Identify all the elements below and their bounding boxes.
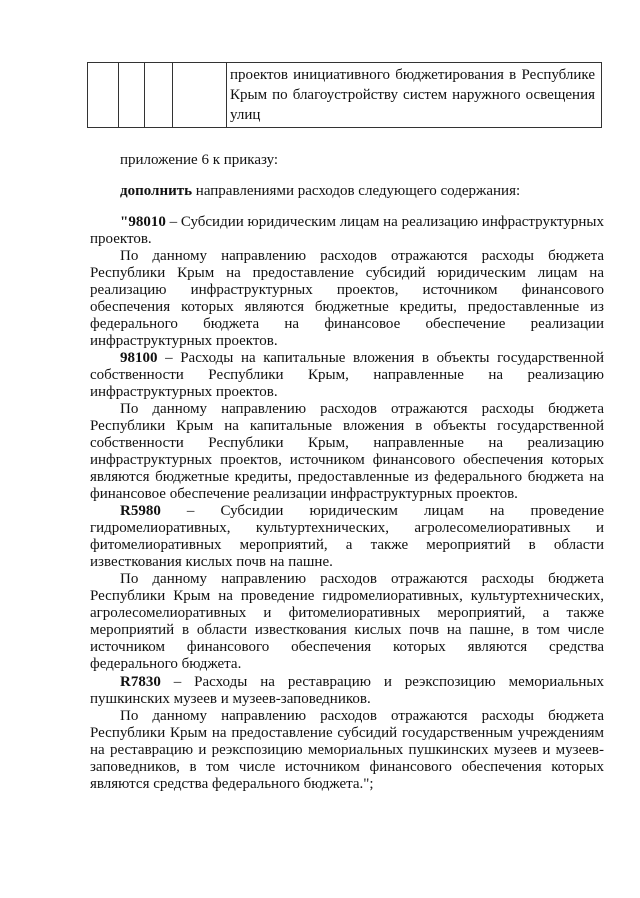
table-cell-text bbox=[230, 65, 595, 125]
line-text: известкования кислых почв на пашне. bbox=[90, 554, 333, 570]
line-text: на реставрацию и реэкспозицию мемориальных пушкинских музеев и музеев- bbox=[90, 742, 604, 758]
body-line bbox=[90, 384, 604, 401]
body-line bbox=[90, 265, 604, 282]
table-cell-line: Крым по благоустройству систем наружного освещения bbox=[230, 87, 595, 103]
expense-code: 98100 bbox=[120, 350, 158, 366]
line-text: федерального бюджета на финансовое обеспечение реализации bbox=[90, 316, 604, 332]
body-line bbox=[90, 316, 604, 333]
line-text: проектов. bbox=[90, 231, 152, 247]
body-line bbox=[90, 333, 604, 350]
line-text: агролесомелиоративных и фитомелиоративных мероприятий, а также bbox=[90, 605, 604, 621]
line-text: инфраструктурных проектов. bbox=[90, 333, 278, 349]
body-line bbox=[90, 776, 604, 793]
line-text: заповедников, в том числе источником финансового обеспечения которых bbox=[90, 759, 604, 775]
line-text: являются бюджетные кредиты, предоставленные из федерального бюджета на bbox=[90, 469, 604, 485]
appendix-line: приложение 6 к приказу: bbox=[120, 152, 279, 168]
table-column bbox=[88, 63, 119, 127]
line-text: федерального бюджета. bbox=[90, 656, 242, 672]
line-text: мероприятий в области известкования кислых почв на пашне, в том числе bbox=[90, 622, 604, 638]
line-text: обеспечения которых являются бюджетные кредиты, предоставленные из bbox=[90, 299, 604, 315]
body-line bbox=[90, 537, 604, 554]
body-line bbox=[90, 605, 604, 622]
body-line bbox=[90, 282, 604, 299]
line-text: пушкинских музеев и музеев-заповедников. bbox=[90, 691, 371, 707]
body-line bbox=[120, 248, 604, 265]
body-line bbox=[90, 486, 604, 503]
body-line bbox=[90, 742, 604, 759]
body-line bbox=[120, 571, 604, 588]
line-text: Республики Крым на предоставление субсидий юридическим лицам на bbox=[90, 265, 604, 281]
line-text: – Расходы на капитальные вложения в объекты государственной bbox=[157, 350, 604, 366]
direction-heading-line bbox=[120, 350, 604, 367]
body-line bbox=[90, 435, 604, 452]
line-text: Республики Крым на предоставление субсидий государственным учреждениям bbox=[90, 725, 604, 741]
body-line bbox=[90, 759, 604, 776]
body-line bbox=[90, 725, 604, 742]
supplement-line bbox=[120, 183, 604, 200]
body-line bbox=[90, 299, 604, 316]
body-line bbox=[90, 452, 604, 469]
line-text: – Субсидии юридическим лицам на проведение bbox=[160, 503, 604, 519]
expense-code: R7830 bbox=[120, 674, 161, 690]
line-text: – Субсидии юридическим лицам на реализацию инфраструктурных bbox=[165, 214, 604, 230]
body-line bbox=[90, 367, 604, 384]
line-text: Республики Крым на капитальные вложения в объекты государственной bbox=[90, 418, 604, 434]
table-fragment bbox=[87, 62, 602, 128]
line-text: инфраструктурных проектов, источником финансового обеспечения которых bbox=[90, 452, 604, 468]
body-line bbox=[90, 588, 604, 605]
body-line bbox=[90, 639, 604, 656]
direction-heading-line bbox=[120, 674, 604, 691]
expense-code: "98010 bbox=[120, 214, 166, 230]
body-line bbox=[120, 708, 604, 725]
line-text: По данному направлению расходов отражаются расходы бюджета bbox=[120, 401, 604, 417]
table-column bbox=[144, 63, 173, 127]
table-cell-line: улиц bbox=[230, 107, 261, 123]
body-line bbox=[120, 401, 604, 418]
line-text: финансовое обеспечение реализации инфраструктурных проектов. bbox=[90, 486, 518, 502]
supplement-bold: дополнить bbox=[120, 183, 193, 199]
body-line bbox=[90, 691, 604, 708]
direction-heading-line bbox=[120, 214, 604, 231]
table-cell-line: проектов инициативного бюджетирования в Республике bbox=[230, 67, 595, 83]
supplement-rest: направлениями расходов следующего содержания: bbox=[192, 183, 521, 199]
body-line bbox=[90, 418, 604, 435]
body-line bbox=[90, 520, 604, 537]
direction-heading-line bbox=[120, 503, 604, 520]
table-column bbox=[172, 63, 227, 127]
line-text: фитомелиоративных мероприятий, а также мероприятий в области bbox=[90, 537, 604, 553]
line-text: По данному направлению расходов отражаются расходы бюджета bbox=[120, 248, 604, 264]
line-text: инфраструктурных проектов. bbox=[90, 384, 278, 400]
line-text: Республики Крым на проведение гидромелиоративных, культуртехнических, bbox=[90, 588, 604, 604]
line-text: реализацию инфраструктурных проектов, источником финансового bbox=[90, 282, 604, 298]
line-text: По данному направлению расходов отражаются расходы бюджета bbox=[120, 708, 604, 724]
line-text: являются средства федерального бюджета."; bbox=[90, 776, 374, 792]
line-text: – Расходы на реставрацию и реэкспозицию мемориальных bbox=[160, 674, 604, 690]
line-text: собственности Республики Крым, направленные на реализацию bbox=[90, 435, 604, 451]
line-text: собственности Республики Крым, направленные на реализацию bbox=[90, 367, 604, 383]
table-column bbox=[118, 63, 145, 127]
body-line bbox=[90, 469, 604, 486]
line-text: По данному направлению расходов отражаются расходы бюджета bbox=[120, 571, 604, 587]
expense-code: R5980 bbox=[120, 503, 161, 519]
body-line bbox=[90, 231, 604, 248]
body-line bbox=[90, 554, 604, 571]
body-line bbox=[90, 622, 604, 639]
line-text: источником финансового обеспечения которых являются средства bbox=[90, 639, 604, 655]
body-line bbox=[90, 656, 604, 673]
line-text: гидромелиоративных, культуртехнических, агролесомелиоративных и bbox=[90, 520, 604, 536]
